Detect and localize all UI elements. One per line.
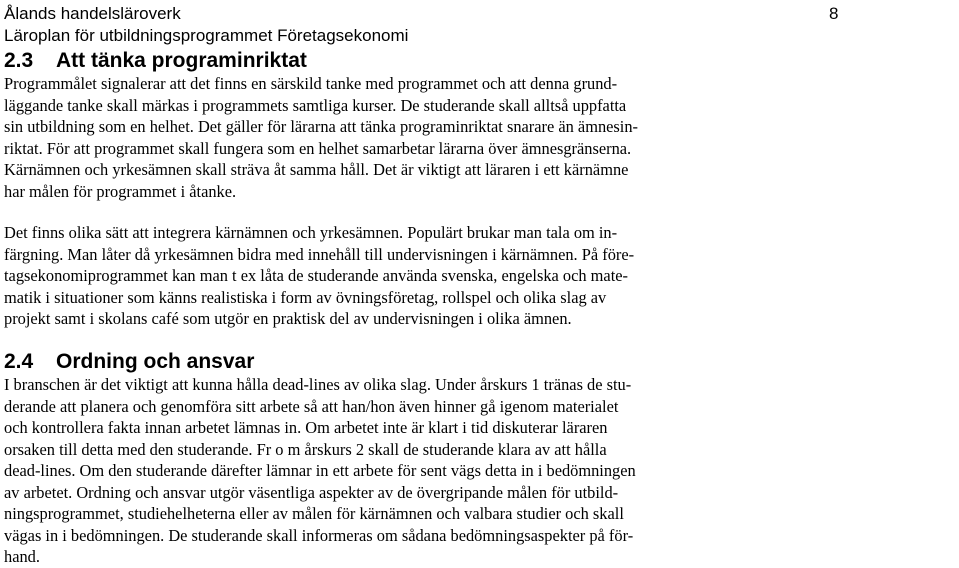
text-line: vägas in i bedömningen. De studerande skall informeras om sådana bedömningsaspekter på för-: [4, 525, 634, 545]
text-line: hand.: [4, 547, 40, 566]
section-2-3-paragraph-2: [4, 222, 724, 330]
text-line: och kontrollera fakta innan arbetet lämnas in. Om arbetet inte är klart i tid diskuterar läraren: [4, 418, 608, 437]
section-2-3-number: 2.3: [4, 49, 34, 72]
page-number: 8: [829, 4, 839, 23]
section-2-4-paragraph-1: [4, 374, 724, 568]
text-line: ningsprogrammet, studiehelheterna eller av målen för kärnämnen och valbara studier och skall: [4, 504, 624, 523]
header-school-name: Ålands handelsläroverk: [4, 4, 181, 23]
text-line: tagsekonomiprogrammet kan man t ex låta de studerande använda svenska, engelska och mate-: [4, 266, 628, 285]
header-curriculum-title: Läroplan för utbildningsprogrammet Företagsekonomi: [4, 26, 409, 45]
section-2-3-title: Att tänka programinriktat: [56, 49, 307, 72]
text-line: Programmålet signalerar att det finns en särskild tanke med programmet och att denna grund-: [4, 74, 618, 93]
text-line: Det finns olika sätt att integrera kärnämnen och yrkesämnen. Populärt brukar man tala om in-: [4, 223, 618, 242]
text-line: dead-lines. Om den studerande därefter lämnar in ett arbete för sent vägs detta in i bedömningen: [4, 461, 636, 480]
section-2-4-heading: [4, 349, 254, 375]
text-line: läggande tanke skall märkas i programmets samtliga kurser. De studerande skall alltså uppfatta: [4, 95, 627, 115]
text-line: har målen för programmet i åtanke.: [4, 181, 237, 201]
text-line: Kärnämnen och yrkesämnen skall sträva åt samma håll. Det är viktigt att läraren i ett kärnämne: [4, 160, 629, 179]
text-line: matik i situationer som känns realistiska i form av övningsföretag, rollspel och olika slag av: [4, 287, 607, 307]
text-line: av arbetet. Ordning och ansvar utgör väsentliga aspekter av de övergripande målen för utbild-: [4, 482, 619, 502]
text-line: projekt samt i skolans café som utgör en praktisk del av undervisningen i olika ämnen.: [4, 309, 572, 328]
section-2-4-number: 2.4: [4, 350, 34, 373]
section-2-3-heading: [4, 48, 307, 74]
text-line: riktat. För att programmet skall fungera som en helhet samarbetar lärarna över ämnesgränserna.: [4, 138, 632, 158]
section-2-4-title: Ordning och ansvar: [56, 350, 255, 373]
text-line: sin utbildning som en helhet. Det gäller för lärarna att tänka programinriktat snarare än ämnesin-: [4, 117, 639, 136]
section-2-3-paragraph-1: [4, 73, 724, 202]
text-line: I branschen är det viktigt att kunna hålla dead-lines av olika slag. Under årskurs 1 tränas de stu-: [4, 375, 632, 394]
text-line: orsaken till detta med den studerande. Fr o m årskurs 2 skall de studerande klara av att hålla: [4, 439, 607, 459]
text-line: derande att planera och genomföra sitt arbete så att han/hon även hinner gå igenom materialet: [4, 396, 619, 416]
text-line: färgning. Man låter då yrkesämnen bidra med innehåll till undervisningen i kärnämnen. På före-: [4, 244, 635, 264]
